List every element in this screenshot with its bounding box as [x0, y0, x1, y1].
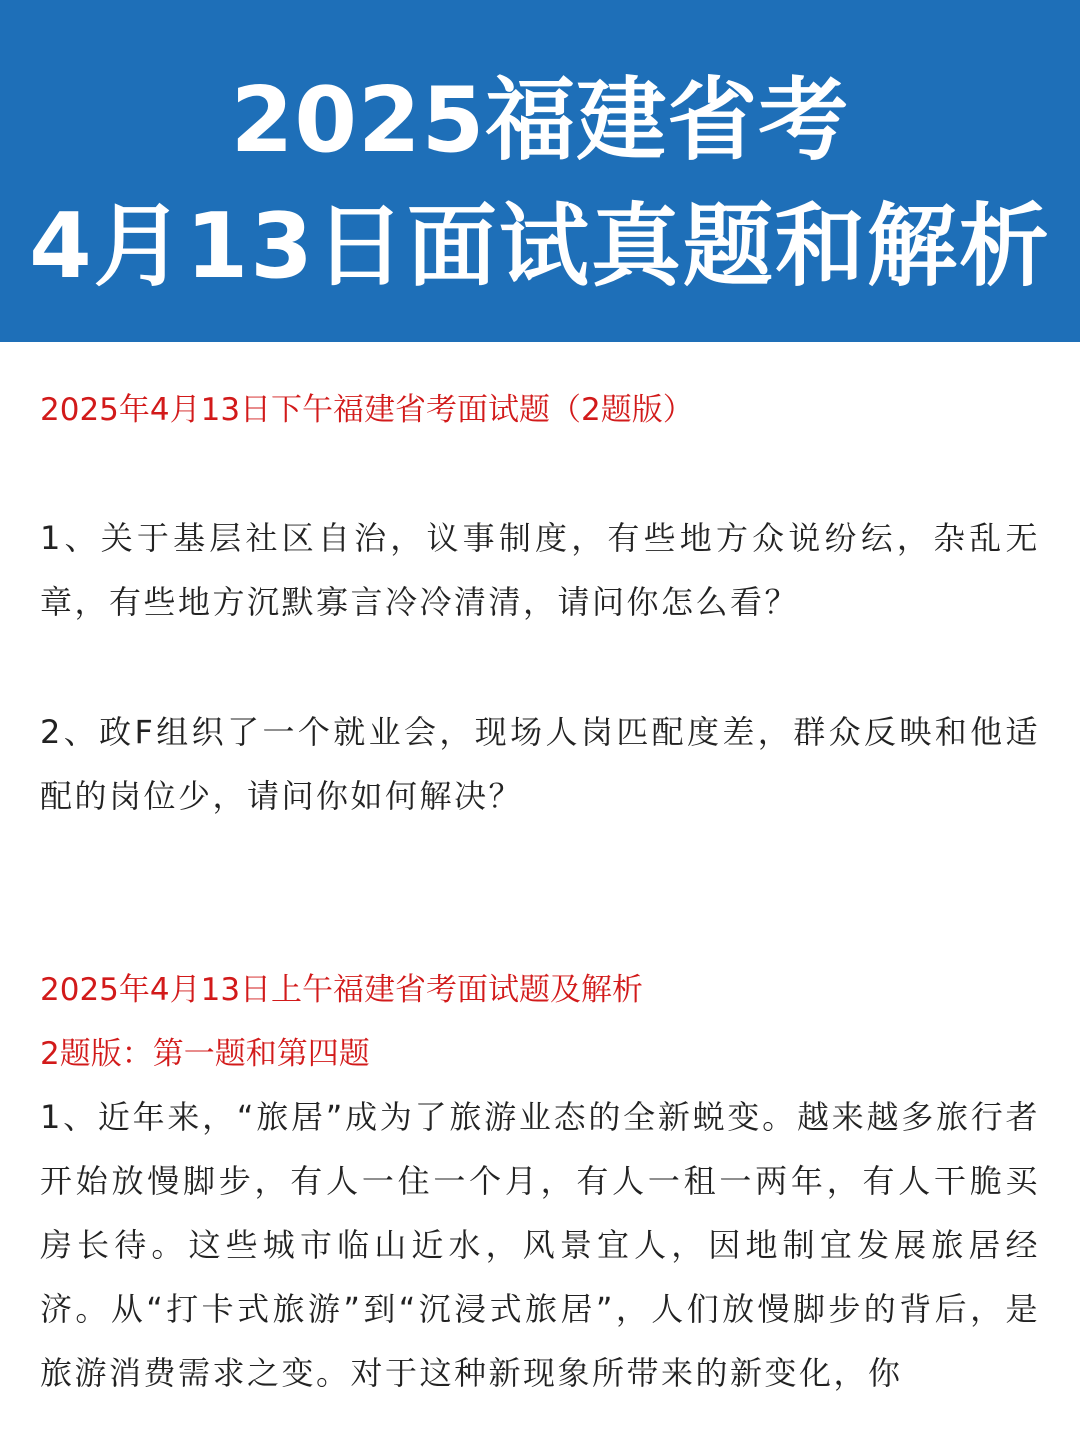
afternoon-question-1: 1、关于基层社区自治，议事制度，有些地方众说纷纭，杂乱无章，有些地方沉默寡言冷冷清清，请问你怎么看？ [40, 519, 1040, 621]
title-line-2: 4月13日面试真题和解析 [29, 194, 1051, 299]
morning-section-subheading: 2题版：第一题和第四题 [40, 1036, 370, 1072]
morning-section-heading: 2025年4月13日上午福建省考面试题及解析 [40, 972, 644, 1008]
afternoon-question-2: 2、政F组织了一个就业会，现场人岗匹配度差，群众反映和他适配的岗位少，请问你如何解决？ [40, 713, 1040, 815]
title-banner [0, 0, 1080, 342]
morning-question-1: 1、近年来，“旅居”成为了旅游业态的全新蜕变。越来越多旅行者开始放慢脚步，有人一住一个月，有人一租一两年，有人干脆买房长待。这些城市临山近水，风景宜人，因地制宜发展旅居经济。从“打卡式旅游”到“沉浸式旅居”，人们放慢脚步的背后，是旅游消费需求之变。对于这种新现象所带来的新变化，你 [40, 1098, 1040, 1392]
afternoon-section-heading: 2025年4月13日下午福建省考面试题（2题版） [40, 392, 694, 428]
title-line-1: 2025福建省考 [230, 68, 850, 173]
